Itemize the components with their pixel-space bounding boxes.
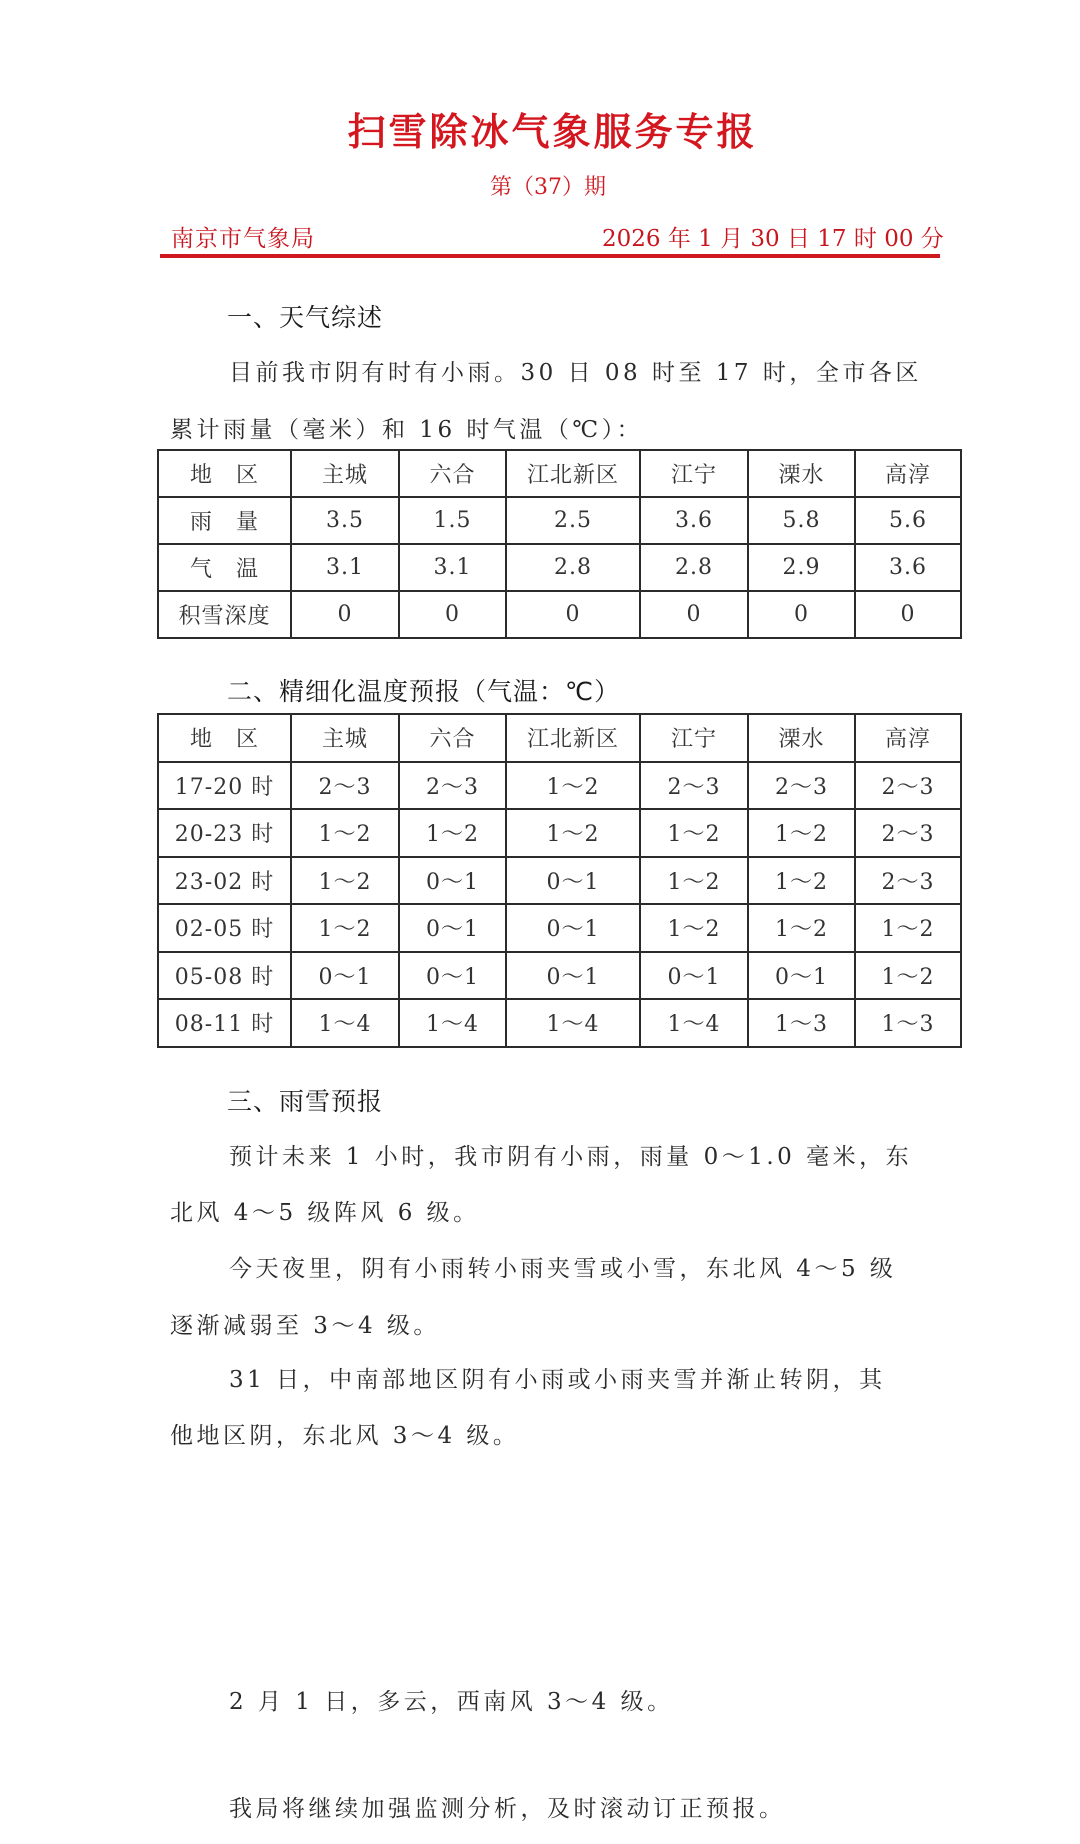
row-label: 05-08 时: [158, 952, 291, 1000]
table-cell: 0～1: [291, 952, 399, 1000]
issuing-organization: 南京市气象局: [171, 226, 315, 252]
column-header: 高淳: [855, 450, 961, 497]
section3-line-2: 北风 4～5 级阵风 6 级。: [170, 1200, 480, 1226]
table-cell: 1～4: [640, 999, 748, 1047]
row-label: 积雪深度: [158, 591, 291, 638]
table-cell: 2～3: [399, 762, 506, 810]
table-cell: 2～3: [291, 762, 399, 810]
row-label: 20-23 时: [158, 809, 291, 857]
table-cell: 1～2: [640, 809, 748, 857]
table-cell: 2～3: [855, 857, 961, 905]
table-cell: 1～3: [748, 999, 855, 1047]
outlook-text: 2 月 1 日，多云，西南风 3～4 级。: [229, 1689, 674, 1715]
table-cell: 3.1: [399, 544, 506, 591]
table-row: [158, 497, 961, 544]
table-cell: 1～2: [399, 809, 506, 857]
table-row: [158, 591, 961, 638]
table-row: [158, 904, 961, 952]
table-row: [158, 809, 961, 857]
table-cell: 1～4: [399, 999, 506, 1047]
table-cell: 2～3: [855, 809, 961, 857]
table-cell: 2～3: [855, 762, 961, 810]
table-cell: 2.9: [748, 544, 855, 591]
table-cell: 3.6: [855, 544, 961, 591]
table-cell: 1～4: [506, 999, 640, 1047]
section3-line-1: 预计未来 1 小时，我市阴有小雨，雨量 0～1.0 毫米，东: [229, 1144, 913, 1170]
table-row: [158, 952, 961, 1000]
table-cell: 2.5: [506, 497, 640, 544]
column-header: 主城: [291, 714, 399, 762]
column-header: 溧水: [748, 450, 855, 497]
table-cell: 1～2: [640, 857, 748, 905]
section1-line-1: 目前我市阴有时有小雨。30 日 08 时至 17 时，全市各区: [229, 360, 922, 386]
table-header-row: [158, 714, 961, 762]
table-cell: 0～1: [748, 952, 855, 1000]
column-header: 溧水: [748, 714, 855, 762]
table-cell: 0～1: [399, 952, 506, 1000]
table-cell: 0: [291, 591, 399, 638]
table-cell: 1～2: [855, 904, 961, 952]
row-label: 雨 量: [158, 497, 291, 544]
row-label: 02-05 时: [158, 904, 291, 952]
table-cell: 5.8: [748, 497, 855, 544]
column-header: 江北新区: [506, 450, 640, 497]
column-header: 主城: [291, 450, 399, 497]
table-cell: 2～3: [748, 762, 855, 810]
row-label: 17-20 时: [158, 762, 291, 810]
table-cell: 0: [640, 591, 748, 638]
column-header: 江宁: [640, 450, 748, 497]
column-header: 高淳: [855, 714, 961, 762]
table-cell: 1～3: [855, 999, 961, 1047]
table-cell: 1～2: [748, 809, 855, 857]
table-cell: 2.8: [506, 544, 640, 591]
section3-line-4: 逐渐减弱至 3～4 级。: [170, 1313, 440, 1339]
issue-number: 第（37）期: [490, 175, 606, 200]
section1-heading: 一、天气综述: [227, 303, 384, 332]
table-row: [158, 999, 961, 1047]
table-cell: 3.1: [291, 544, 399, 591]
table-cell: 2～3: [640, 762, 748, 810]
closing-text: 我局将继续加强监测分析，及时滚动订正预报。: [229, 1796, 786, 1822]
table-cell: 1～2: [291, 857, 399, 905]
column-header: 地 区: [158, 450, 291, 497]
observation-table: [157, 449, 962, 639]
section3-line-3: 今天夜里，阴有小雨转小雨夹雪或小雪，东北风 4～5 级: [229, 1256, 897, 1282]
report-title: 扫雪除冰气象服务专报: [347, 110, 758, 154]
table-cell: 0～1: [399, 904, 506, 952]
section3-heading: 三、雨雪预报: [227, 1087, 384, 1116]
row-label: 08-11 时: [158, 999, 291, 1047]
table-cell: 0: [748, 591, 855, 638]
column-header: 六合: [399, 450, 506, 497]
table-cell: 1～2: [748, 857, 855, 905]
table-row: [158, 544, 961, 591]
column-header: 地 区: [158, 714, 291, 762]
table-cell: 5.6: [855, 497, 961, 544]
table-cell: 1～2: [506, 762, 640, 810]
table-cell: 0～1: [640, 952, 748, 1000]
table-cell: 3.6: [640, 497, 748, 544]
table-cell: 0: [506, 591, 640, 638]
table-cell: 0: [855, 591, 961, 638]
table-cell: 1～2: [506, 809, 640, 857]
table-cell: 1～4: [291, 999, 399, 1047]
column-header: 江宁: [640, 714, 748, 762]
table-cell: 1～2: [640, 904, 748, 952]
table-cell: 0: [399, 591, 506, 638]
table-cell: 0～1: [506, 952, 640, 1000]
temperature-forecast-table: [157, 713, 962, 1048]
section3-line-6: 他地区阴，东北风 3～4 级。: [170, 1423, 520, 1449]
table-cell: 1～2: [748, 904, 855, 952]
row-label: 气 温: [158, 544, 291, 591]
table-cell: 1～2: [291, 904, 399, 952]
table-cell: 0～1: [506, 904, 640, 952]
table-cell: 3.5: [291, 497, 399, 544]
table-cell: 0～1: [399, 857, 506, 905]
header-divider: [160, 254, 940, 258]
table-cell: 1.5: [399, 497, 506, 544]
issue-datetime: 2026 年 1 月 30 日 17 时 00 分: [602, 226, 944, 252]
section2-heading: 二、精细化温度预报（气温：℃）: [227, 677, 621, 706]
table-row: [158, 762, 961, 810]
table-cell: 1～2: [291, 809, 399, 857]
section3-line-5: 31 日，中南部地区阴有小雨或小雨夹雪并渐止转阴，其: [229, 1367, 886, 1393]
table-cell: 1～2: [855, 952, 961, 1000]
section1-line-2: 累计雨量（毫米）和 16 时气温（℃）：: [170, 417, 644, 443]
column-header: 江北新区: [506, 714, 640, 762]
table-header-row: [158, 450, 961, 497]
column-header: 六合: [399, 714, 506, 762]
table-row: [158, 857, 961, 905]
table-cell: 0～1: [506, 857, 640, 905]
table-cell: 2.8: [640, 544, 748, 591]
row-label: 23-02 时: [158, 857, 291, 905]
